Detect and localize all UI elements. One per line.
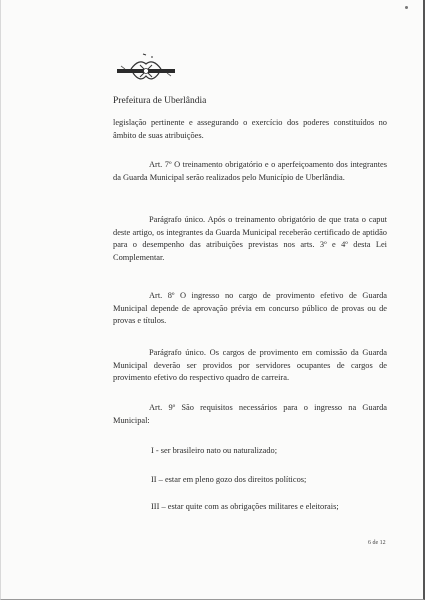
article-8: Art. 8º O ingresso no cargo de provimento efetivo de Guarda Municipal depende de aprovação prévia em concurso público de provas ou de provas e títulos. <box>113 291 387 326</box>
article-7: Art. 7º O treinamento obrigatório e o aperfeiçoamento dos integrantes da Guarda Municipal serão realizados pelo Município de Uberlândia. <box>113 160 387 182</box>
paragraph-continuation: legislação pertinente e assegurando o exercício dos poderes constituídos no âmbito de suas atribuições. <box>113 118 387 140</box>
article-7-sole-paragraph <box>113 214 387 264</box>
list-item: II – estar em pleno gozo dos direitos políticos; <box>151 475 307 484</box>
scan-speck <box>405 6 408 9</box>
page-number: 6 de 12 <box>368 540 386 546</box>
sole-paragraph-lead: Parágrafo único. Após o treinamento obrigatório de que trata o caput deste artigo, os integrantes da Guarda Municipal receberão certificado de aptidão para o desempenho das atribuições previstas nos arts. 3º e 4º desta Lei Complementar. <box>113 215 387 262</box>
prefeitura-logo <box>113 52 179 90</box>
article-9: Art. 9º São requisitos necessários para o ingresso na Guarda Municipal: <box>113 403 387 425</box>
scan-speck <box>151 56 153 58</box>
organization-name: Prefeitura de Uberlândia <box>113 96 207 106</box>
article-8-sole-paragraph: Parágrafo único. Os cargos de provimento em comissão da Guarda Municipal deverão ser providos por servidores ocupantes de cargos de provimento efetivo do respectivo quadro de carreira. <box>113 348 387 383</box>
list-item: I - ser brasileiro nato ou naturalizado; <box>151 446 278 455</box>
list-item: III – estar quite com as obrigações militares e eleitorais; <box>151 502 339 511</box>
